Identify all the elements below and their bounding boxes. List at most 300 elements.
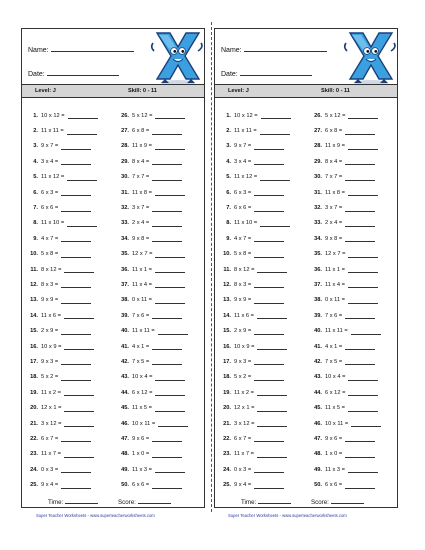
answer-blank[interactable] [257,266,287,273]
problem-item [118,247,188,262]
problem-number: 20. [223,405,231,412]
answer-blank[interactable] [61,251,91,258]
problem-expression: 7 x 6 = [325,312,343,319]
answer-blank[interactable] [155,389,185,396]
level-skill-band [22,84,204,98]
answer-blank[interactable] [345,174,375,181]
problem-item [118,385,188,400]
problem-number: 23. [30,451,38,458]
problem-number: 47. [121,435,129,442]
problem-expression: 8 x 3 = [41,281,59,288]
problem-expression: 4 x 7 = [234,235,252,242]
answer-blank[interactable] [68,112,98,119]
date-field[interactable] [28,69,119,78]
problem-expression: 11 x 2 = [41,389,61,396]
problem-expression: 6 x 8 = [325,128,343,135]
problems-column-1 [220,108,291,493]
problem-number: 12. [223,281,231,288]
problem-number: 25. [30,482,38,489]
problem-number: 43. [121,374,129,381]
answer-blank[interactable] [152,128,182,135]
problem-expression: 8 x 12 = [41,266,62,273]
answer-blank[interactable] [254,435,284,442]
problem-number: 46. [121,420,129,427]
answer-blank[interactable] [67,174,97,181]
problem-expression: 9 x 7 = [234,143,252,150]
problem-number: 14. [223,312,231,319]
answer-blank[interactable] [152,482,182,489]
problem-expression: 9 x 3 = [41,358,59,365]
problem-item [27,216,98,231]
problem-item [118,416,188,431]
answer-blank[interactable] [152,312,182,319]
problem-item [118,231,188,246]
problem-number: 20. [30,405,38,412]
problem-expression: 9 x 9 = [234,297,252,304]
answer-blank[interactable] [61,281,91,288]
problem-item [220,277,291,292]
problem-number: 6. [226,189,231,196]
problem-item [220,154,291,169]
answer-blank[interactable] [254,281,284,288]
problem-number: 39. [314,312,322,319]
problem-item [27,447,98,462]
problem-item [220,293,291,308]
answer-blank[interactable] [64,420,94,427]
problem-expression: 9 x 7 = [41,143,59,150]
answer-blank[interactable] [155,374,185,381]
answer-blank[interactable] [61,205,91,212]
problem-expression: 11 x 9 = [132,143,152,150]
answer-blank[interactable] [152,174,182,181]
time-field[interactable] [241,497,291,506]
answer-blank[interactable] [254,482,284,489]
problem-number: 17. [223,358,231,365]
problem-expression: 4 x 1 = [132,343,150,350]
answer-blank[interactable] [152,205,182,212]
score-field[interactable] [118,497,171,506]
problem-item [118,139,188,154]
problem-item [220,139,291,154]
score-line[interactable] [331,497,364,504]
name-line[interactable] [244,45,327,52]
answer-blank[interactable] [152,158,182,165]
time-field[interactable] [48,497,98,506]
problem-number: 7. [226,205,231,212]
problem-expression: 8 x 4 = [132,158,150,165]
answer-blank[interactable] [155,405,185,412]
problem-item [118,293,188,308]
problem-number: 48. [314,451,322,458]
problem-expression: 6 x 7 = [41,435,59,442]
problems-column-2 [311,108,381,493]
problem-expression: 11 x 10 = [234,220,258,227]
worksheet-right [214,28,398,508]
problem-expression: 6 x 12 = [132,389,153,396]
problem-expression: 9 x 6 = [132,435,150,442]
problem-number: 32. [314,205,322,212]
problem-item [118,431,188,446]
problem-number: 16. [223,343,231,350]
problem-number: 15. [223,328,231,335]
problem-item [27,400,98,415]
answer-blank[interactable] [345,220,375,227]
answer-blank[interactable] [351,420,381,427]
problem-number: 9. [226,235,231,242]
answer-blank[interactable] [61,374,91,381]
problem-item [118,370,188,385]
answer-blank[interactable] [345,235,375,242]
score-label: Score: [118,499,136,506]
problem-expression: 6 x 12 = [325,389,346,396]
problem-expression: 7 x 5 = [325,358,343,365]
problem-expression: 11 x 12 = [41,174,65,181]
answer-blank[interactable] [257,312,287,319]
answer-blank[interactable] [348,297,378,304]
problem-item [118,216,188,231]
problem-item [220,170,291,185]
problem-item [118,308,188,323]
problem-number: 18. [223,374,231,381]
problem-number: 30. [314,174,322,181]
answer-blank[interactable] [254,143,284,150]
problem-expression: 11 x 2 = [234,389,254,396]
problem-number: 50. [121,482,129,489]
time-line[interactable] [65,497,98,504]
problem-number: 2. [33,128,38,135]
level-label: Level: J [228,88,249,94]
answer-blank[interactable] [254,235,284,242]
problem-item [27,123,98,138]
answer-blank[interactable] [155,143,185,150]
problem-expression: 9 x 4 = [234,482,252,489]
answer-blank[interactable] [345,343,375,350]
problem-number: 15. [30,328,38,335]
problem-item [220,354,291,369]
problem-item [27,354,98,369]
answer-blank[interactable] [254,374,284,381]
answer-blank[interactable] [152,343,182,350]
name-line[interactable] [51,45,134,52]
problem-expression: 11 x 8 = [132,189,152,196]
answer-blank[interactable] [61,189,91,196]
problem-expression: 11 x 11 = [132,328,155,335]
problem-number: 4. [33,158,38,165]
answer-blank[interactable] [348,405,378,412]
answer-blank[interactable] [64,266,94,273]
answer-blank[interactable] [345,205,375,212]
answer-blank[interactable] [348,466,378,473]
problem-expression: 3 x 4 = [41,158,59,165]
problem-number: 41. [314,343,322,350]
problem-number: 33. [121,220,129,227]
problem-expression: 9 x 6 = [325,435,343,442]
problem-expression: 9 x 3 = [234,358,252,365]
answer-blank[interactable] [261,112,291,119]
problem-item [311,416,381,431]
problem-expression: 11 x 7 = [41,451,61,458]
problem-item [27,108,98,123]
problem-number: 3. [226,143,231,150]
problem-expression: 3 x 12 = [234,420,255,427]
answer-blank[interactable] [155,281,185,288]
problem-item [118,477,188,492]
problem-number: 13. [223,297,231,304]
answer-blank[interactable] [155,466,185,473]
answer-blank[interactable] [254,328,284,335]
problem-item [311,400,381,415]
answer-blank[interactable] [152,220,182,227]
answer-blank[interactable] [257,343,287,350]
problem-item [220,200,291,215]
problem-expression: 11 x 6 = [41,312,61,319]
name-field[interactable] [28,45,134,54]
answer-blank[interactable] [152,435,182,442]
problem-item [220,123,291,138]
problem-item [311,247,381,262]
multiplication-x-mascot-icon [341,29,399,87]
answer-blank[interactable] [67,220,97,227]
time-label: Time: [241,499,257,506]
problem-expression: 7 x 7 = [325,174,343,181]
footer-credit: Super Teacher Worksheets - www.superteacherworksheets.com [36,513,155,518]
answer-blank[interactable] [348,112,378,119]
score-line[interactable] [138,497,171,504]
answer-blank[interactable] [61,143,91,150]
answer-blank[interactable] [345,128,375,135]
answer-blank[interactable] [254,466,284,473]
answer-blank[interactable] [254,158,284,165]
answer-blank[interactable] [257,420,287,427]
problem-item [118,447,188,462]
answer-blank[interactable] [64,405,94,412]
answer-blank[interactable] [345,358,375,365]
answer-blank[interactable] [61,466,91,473]
problem-number: 6. [33,189,38,196]
answer-blank[interactable] [61,297,91,304]
date-field[interactable] [221,69,312,78]
problem-item [27,416,98,431]
answer-blank[interactable] [61,482,91,489]
answer-blank[interactable] [257,451,287,458]
problem-expression: 0 x 3 = [234,466,252,473]
problem-number: 27. [314,128,322,135]
problem-item [27,370,98,385]
problem-item [311,108,381,123]
problem-number: 27. [121,128,129,135]
problem-expression: 11 x 10 = [41,220,65,227]
problem-number: 8. [33,220,38,227]
problem-number: 48. [121,451,129,458]
answer-blank[interactable] [260,174,290,181]
answer-blank[interactable] [155,297,185,304]
problem-number: 28. [314,143,322,150]
problem-expression: 12 x 7 = [132,251,153,258]
problem-expression: 6 x 6 = [325,482,343,489]
problem-item [311,323,381,338]
problem-item [220,308,291,323]
answer-blank[interactable] [152,358,182,365]
date-line[interactable] [240,69,312,76]
answer-blank[interactable] [254,205,284,212]
problem-number: 49. [314,466,322,473]
answer-blank[interactable] [260,220,290,227]
problem-number: 45. [121,405,129,412]
answer-blank[interactable] [345,435,375,442]
answer-blank[interactable] [67,128,97,135]
problem-number: 19. [223,389,231,396]
problem-expression: 11 x 11 = [41,128,64,135]
problem-item [27,170,98,185]
problem-number: 47. [314,435,322,442]
problem-item [27,431,98,446]
problem-item [311,231,381,246]
name-label: Name: [28,47,49,54]
score-field[interactable] [311,497,364,506]
problem-expression: 11 x 11 = [234,128,257,135]
problem-item [311,370,381,385]
answer-blank[interactable] [155,251,185,258]
problem-item [27,339,98,354]
date-line[interactable] [47,69,119,76]
problem-expression: 6 x 6 = [234,205,252,212]
answer-blank[interactable] [155,266,185,273]
problem-expression: 9 x 9 = [41,297,59,304]
answer-blank[interactable] [155,112,185,119]
answer-blank[interactable] [61,158,91,165]
answer-blank[interactable] [348,251,378,258]
problem-item [118,400,188,415]
problem-number: 34. [121,235,129,242]
problem-item [311,154,381,169]
answer-blank[interactable] [348,389,378,396]
problem-expression: 11 x 9 = [325,143,345,150]
answer-blank[interactable] [61,235,91,242]
problem-expression: 0 x 11 = [325,297,345,304]
time-label: Time: [48,499,64,506]
problem-expression: 3 x 7 = [325,205,343,212]
answer-blank[interactable] [348,143,378,150]
problem-expression: 7 x 5 = [132,358,150,365]
problem-number: 5. [33,174,38,181]
answer-blank[interactable] [64,343,94,350]
answer-blank[interactable] [260,128,290,135]
problems-column-1 [27,108,98,493]
problem-number: 10. [223,251,231,258]
score-label: Score: [311,499,329,506]
answer-blank[interactable] [152,235,182,242]
problem-number: 16. [30,343,38,350]
footer-credit: Super Teacher Worksheets - www.superteacherworksheets.com [228,513,347,518]
problem-expression: 8 x 12 = [234,266,255,273]
problem-item [220,185,291,200]
answer-blank[interactable] [257,405,287,412]
problem-item [27,154,98,169]
problem-number: 28. [121,143,129,150]
answer-blank[interactable] [345,312,375,319]
problem-number: 22. [30,435,38,442]
answer-blank[interactable] [152,451,182,458]
answer-blank[interactable] [61,435,91,442]
answer-blank[interactable] [254,189,284,196]
problem-number: 2. [226,128,231,135]
level-label: Level: J [35,88,56,94]
answer-blank[interactable] [64,389,94,396]
problem-item [27,277,98,292]
name-field[interactable] [221,45,327,54]
problem-number: 18. [30,374,38,381]
answer-blank[interactable] [254,358,284,365]
problem-number: 22. [223,435,231,442]
answer-blank[interactable] [348,266,378,273]
problem-item [311,339,381,354]
answer-blank[interactable] [155,189,185,196]
problem-expression: 11 x 7 = [234,451,254,458]
problem-expression: 6 x 7 = [234,435,252,442]
problem-item [220,323,291,338]
problem-expression: 11 x 5 = [325,405,345,412]
answer-blank[interactable] [345,482,375,489]
answer-blank[interactable] [254,251,284,258]
problem-number: 42. [121,358,129,365]
problem-number: 39. [121,312,129,319]
answer-blank[interactable] [345,158,375,165]
answer-blank[interactable] [348,374,378,381]
time-line[interactable] [258,497,291,504]
problem-item [220,416,291,431]
problem-item [118,277,188,292]
problem-number: 44. [121,389,129,396]
answer-blank[interactable] [61,358,91,365]
problem-item [220,216,291,231]
problem-item [311,293,381,308]
answer-blank[interactable] [348,281,378,288]
problem-number: 38. [314,297,322,304]
problem-expression: 10 x 9 = [41,343,62,350]
date-label: Date: [221,71,238,78]
problem-item [220,370,291,385]
answer-blank[interactable] [158,328,188,335]
problem-expression: 8 x 3 = [234,281,252,288]
answer-blank[interactable] [64,451,94,458]
answer-blank[interactable] [158,420,188,427]
problem-expression: 5 x 12 = [132,112,153,119]
answer-blank[interactable] [61,328,91,335]
problem-item [27,385,98,400]
answer-blank[interactable] [348,189,378,196]
problem-item [118,123,188,138]
problem-item [118,339,188,354]
problem-number: 35. [121,251,129,258]
problem-item [118,462,188,477]
problem-expression: 12 x 7 = [325,251,346,258]
problem-expression: 2 x 4 = [325,220,343,227]
problem-item [27,308,98,323]
answer-blank[interactable] [64,312,94,319]
answer-blank[interactable] [351,328,381,335]
answer-blank[interactable] [345,451,375,458]
problem-number: 7. [33,205,38,212]
problem-expression: 11 x 4 = [325,281,345,288]
answer-blank[interactable] [257,389,287,396]
problem-expression: 10 x 11 = [132,420,156,427]
problem-item [220,339,291,354]
problem-item [311,216,381,231]
problem-number: 23. [223,451,231,458]
problem-item [311,277,381,292]
problem-expression: 1 x 0 = [132,451,150,458]
answer-blank[interactable] [254,297,284,304]
